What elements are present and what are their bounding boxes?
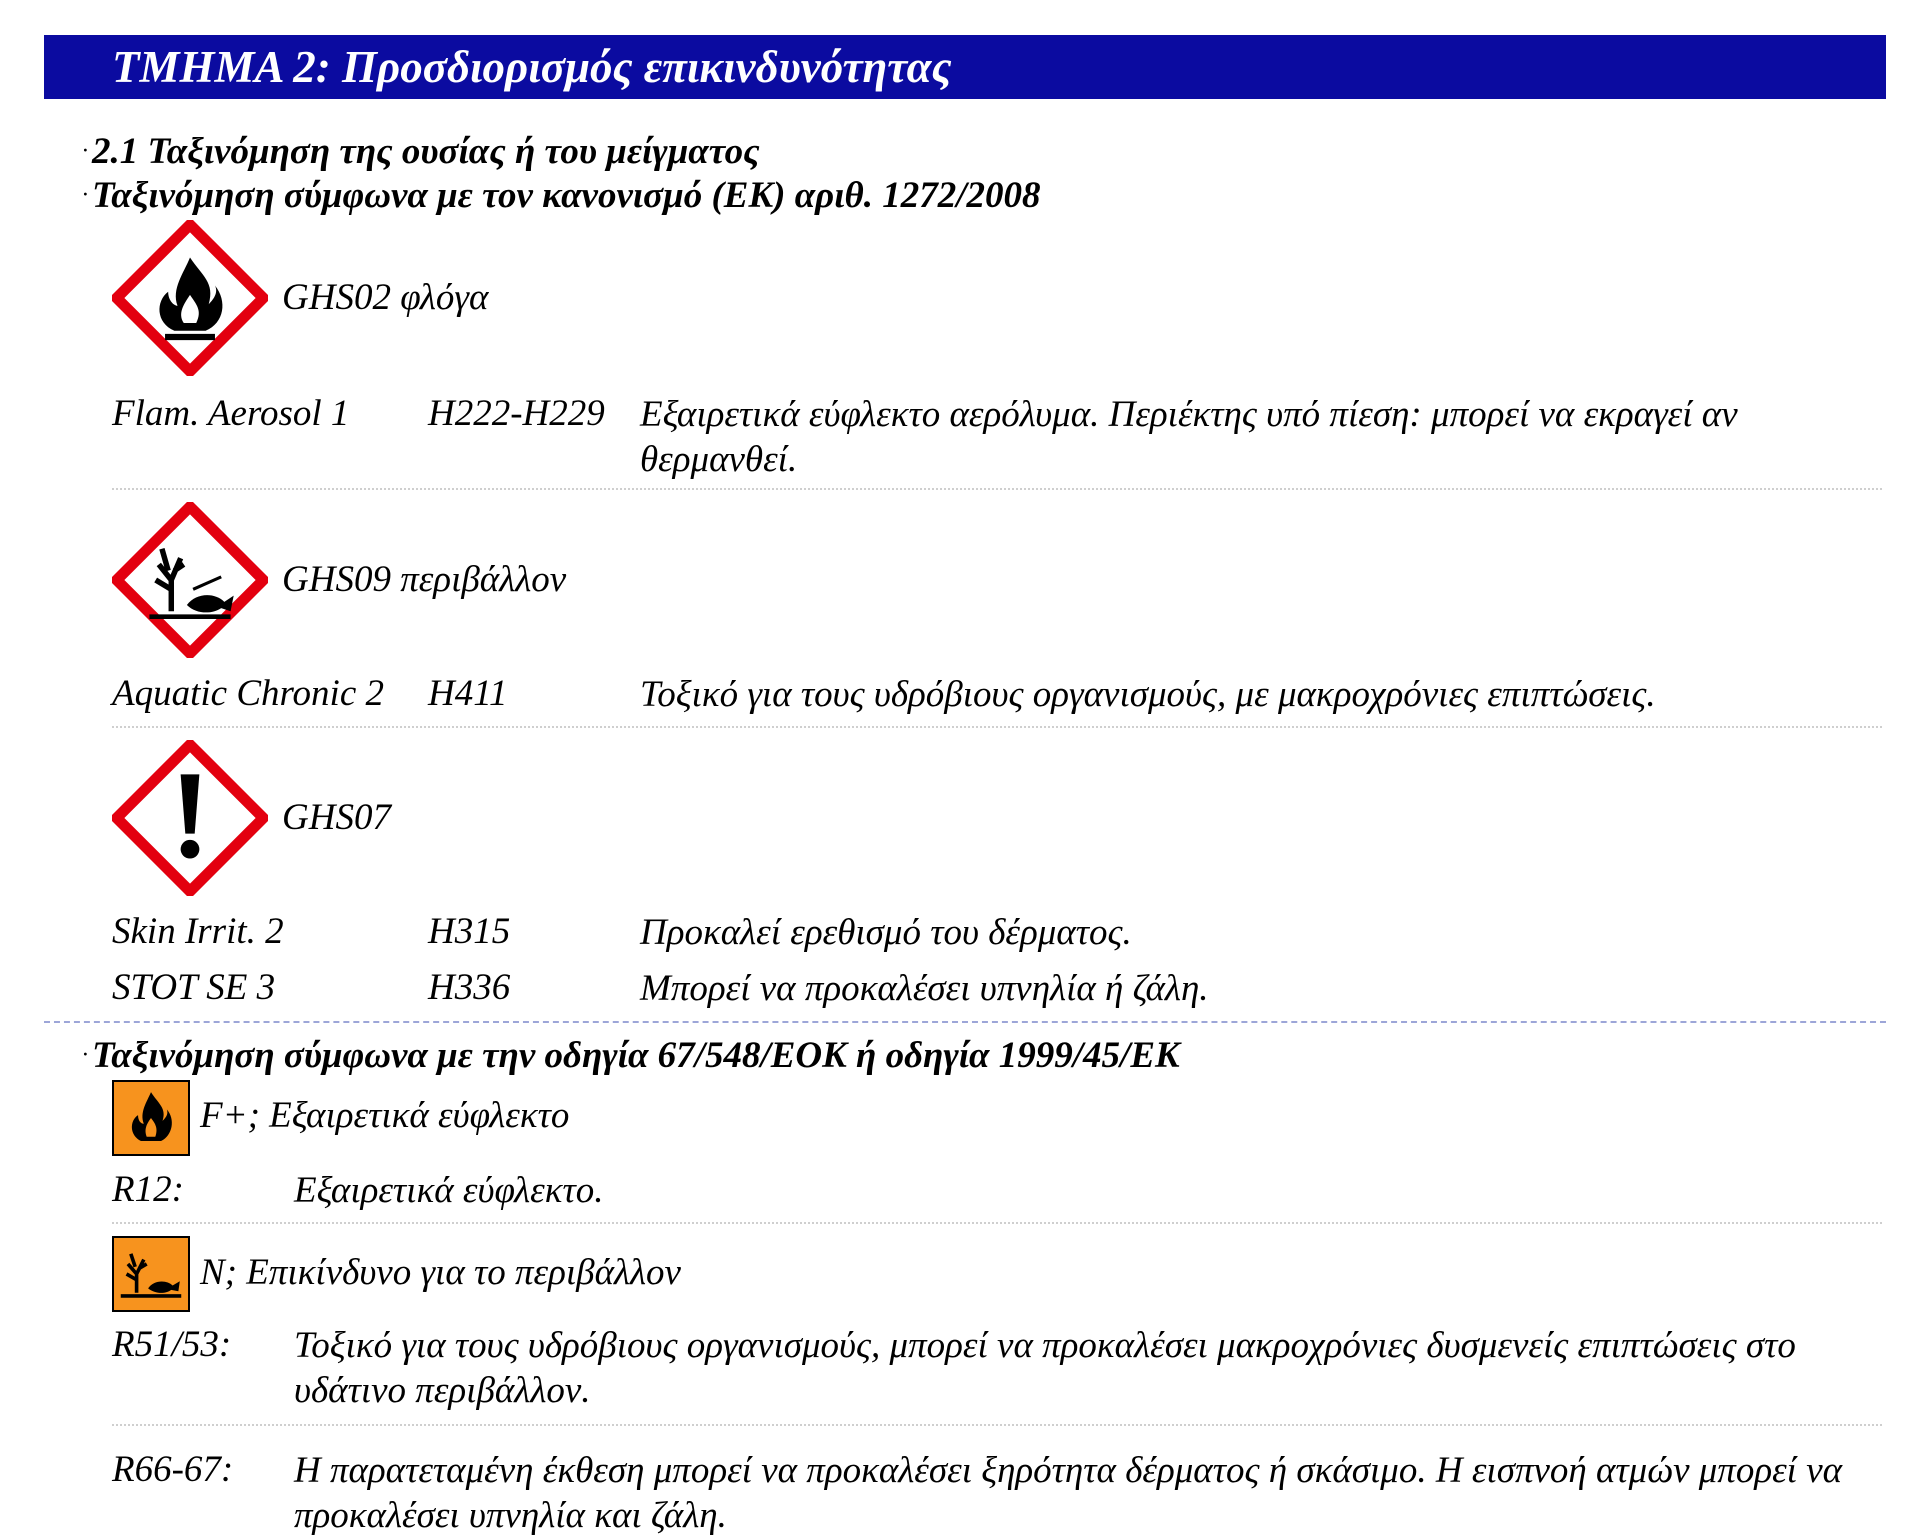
risk-text: Η παρατεταμένη έκθεση μπορεί να προκαλέσει ξηρότητα δέρματος ή σκάσιμο. Η εισπνοή ατμών μπορεί να προκαλέσει υπνηλία και ζάλη.: [294, 1450, 1843, 1536]
dsd-symbol-label: F+; Εξαιρετικά εύφλεκτο: [200, 1095, 570, 1136]
ghs09-environment-icon: [112, 502, 268, 658]
risk-text: Τοξικό για τους υδρόβιους οργανισμούς, μπορεί να προκαλέσει μακροχρόνιες δυσμενείς επιπτώσεις στο υδάτινο περιβάλλον.: [294, 1325, 1796, 1411]
subheading-dsd-text: Ταξινόμηση σύμφωνα με την οδηγία 67/548/ΕΟΚ ή οδηγία 1999/45/ΕΚ: [92, 1035, 1180, 1076]
subheading-2-1-text: 2.1 Ταξινόμηση της ουσίας ή του μείγματος: [92, 131, 760, 172]
bullet: ·: [82, 182, 88, 208]
dotted-divider: [112, 1424, 1882, 1426]
section-title: ΤΜΗΜΑ 2: Προσδιορισμός επικινδυνότητας: [44, 35, 1886, 99]
hazard-code: H222-H229: [428, 393, 605, 434]
hazard-code: H411: [428, 673, 508, 714]
ghs02-flame-icon: [112, 220, 268, 376]
ghs07-label: GHS07: [282, 797, 391, 838]
risk-code: R66-67:: [112, 1449, 234, 1490]
dashed-divider: [44, 1021, 1886, 1023]
risk-code: R51/53:: [112, 1324, 232, 1365]
hazard-class: Skin Irrit. 2: [112, 911, 284, 952]
bullet: ·: [82, 138, 88, 164]
hazard-statement: Τοξικό για τους υδρόβιους οργανισμούς, με μακροχρόνιες επιπτώσεις.: [640, 674, 1656, 715]
risk-text: Εξαιρετικά εύφλεκτο.: [294, 1170, 604, 1211]
hazard-class: Aquatic Chronic 2: [112, 673, 384, 714]
subheading-clp: [82, 174, 1041, 217]
hazard-statement: Μπορεί να προκαλέσει υπνηλία ή ζάλη.: [640, 968, 1209, 1009]
environment-orange-icon: [112, 1236, 190, 1312]
hazard-class: STOT SE 3: [112, 967, 276, 1008]
hazard-code: H336: [428, 967, 511, 1008]
bullet: ·: [82, 1042, 88, 1068]
dotted-divider: [112, 488, 1882, 490]
ghs07-exclamation-icon: [112, 740, 268, 896]
hazard-statement: Εξαιρετικά εύφλεκτο αερόλυμα. Περιέκτης υπό πίεση: μπορεί να εκραγεί αν θερμανθεί.: [640, 394, 1738, 480]
subheading-clp-text: Ταξινόμηση σύμφωνα με τον κανονισμό (ΕΚ) αριθ. 1272/2008: [92, 175, 1041, 216]
flame-orange-icon: [112, 1080, 190, 1156]
subheading-dsd: [82, 1034, 1180, 1077]
ghs09-label: GHS09 περιβάλλον: [282, 559, 567, 600]
dotted-divider: [112, 1222, 1882, 1224]
ghs02-label: GHS02 φλόγα: [282, 277, 489, 318]
risk-code: R12:: [112, 1169, 184, 1210]
subheading-2-1: [82, 130, 760, 173]
dotted-divider: [112, 726, 1882, 728]
dsd-symbol-label: N; Επικίνδυνο για το περιβάλλον: [200, 1252, 681, 1293]
hazard-code: H315: [428, 911, 511, 952]
hazard-statement: Προκαλεί ερεθισμό του δέρματος.: [640, 912, 1132, 953]
hazard-class: Flam. Aerosol 1: [112, 393, 350, 434]
